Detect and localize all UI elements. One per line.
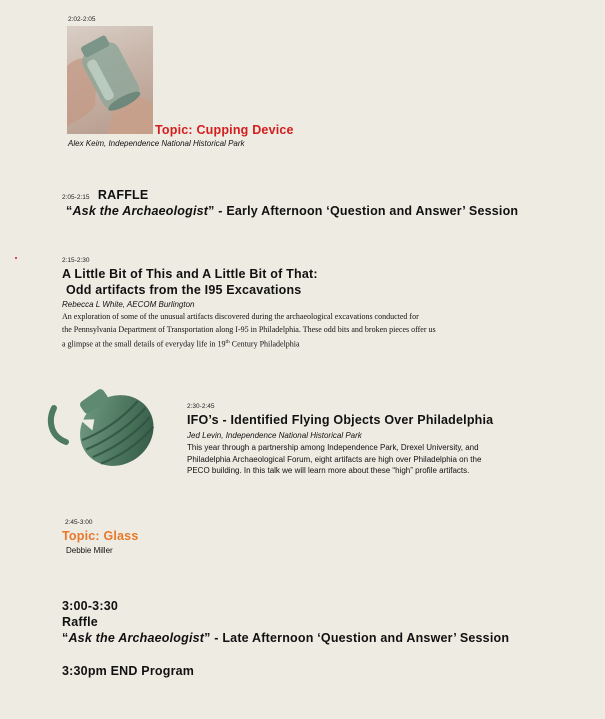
raffle-row	[62, 186, 148, 204]
description-line: PECO building. In this talk we will learn more about these “high” profile artifacts.	[187, 466, 470, 475]
session-time: 2:30-2:45	[187, 403, 215, 410]
raffle-label: Raffle	[62, 615, 98, 629]
session-time: 2:05-2:15	[62, 194, 90, 201]
raffle-label: RAFFLE	[97, 188, 149, 202]
quote-mark: “	[62, 631, 69, 645]
description-line: the Pennsylvania Department of Transportation along I-95 in Philadelphia. These odd bits and broken pieces offer us	[62, 324, 436, 334]
session-time: 2:02-2:05	[68, 16, 96, 23]
qa-title-rest: ” - Early Afternoon ‘Question and Answer’ Session	[208, 204, 519, 218]
stray-mark	[15, 257, 17, 259]
session-time: 2:15-2:30	[62, 257, 90, 264]
green-jug-illustration	[44, 380, 184, 480]
talk-description	[187, 442, 481, 477]
description-text: a glimpse at the small details of everyday life in 19	[62, 339, 226, 349]
qa-title-italic: Ask the Archaeologist	[72, 204, 209, 218]
qa-title-italic: Ask the Archaeologist	[68, 631, 205, 645]
glass-jar-photo	[67, 26, 153, 134]
talk-subtitle: Odd artifacts from the I95 Excavations	[66, 283, 302, 297]
topic-glass: Topic: Glass	[62, 529, 139, 543]
speaker-name: Debbie Miller	[66, 546, 113, 555]
end-program: 3:30pm END Program	[62, 664, 195, 678]
speaker-name: Alex Keim, Independence National Historical Park	[68, 139, 245, 148]
description-line	[62, 336, 436, 351]
description-line: Philadelphia Archaeological Forum, eight artifacts are high over Philadelphia on the	[187, 454, 482, 464]
green-jug-photo	[44, 380, 184, 480]
qa-session-title	[62, 204, 518, 218]
topic-cupping-device: Topic: Cupping Device	[155, 123, 294, 137]
speaker-name: Rebecca L White, AECOM Burlington	[62, 300, 195, 309]
description-line: This year through a partnership among Independence Park, Drexel University, and	[187, 443, 479, 452]
talk-title: IFO’s - Identified Flying Objects Over Philadelphia	[187, 413, 494, 427]
session-time-bold: 3:00-3:30	[62, 599, 118, 613]
quote-mark: “	[66, 204, 73, 218]
description-line: An exploration of some of the unusual artifacts discovered during the archaeological excavations conducted for	[62, 312, 419, 321]
glass-jar-illustration	[67, 26, 153, 134]
talk-description	[62, 311, 436, 351]
qa-title-rest: ” - Late Afternoon ‘Question and Answer’ Session	[204, 631, 510, 645]
session-time: 2:45-3:00	[65, 519, 93, 526]
speaker-name: Jed Levin, Independence National Historical Park	[187, 431, 362, 440]
qa-session-title	[62, 631, 509, 645]
description-text: Century Philadelphia	[229, 339, 300, 349]
talk-title: A Little Bit of This and A Little Bit of That:	[62, 267, 318, 281]
superscript: th	[225, 339, 230, 345]
